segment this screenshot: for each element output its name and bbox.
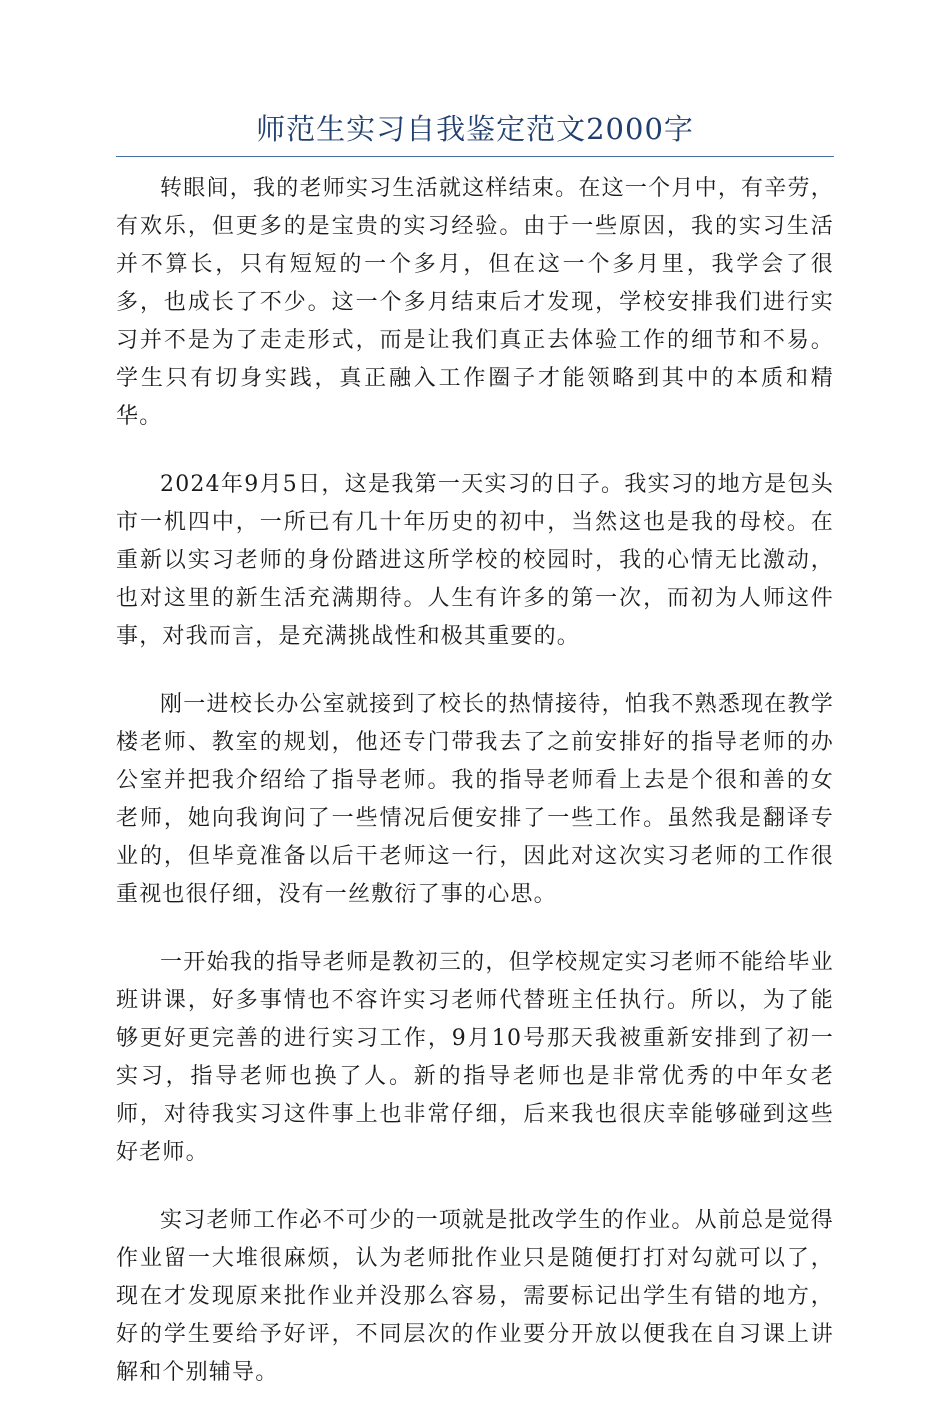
paragraph-1: 转眼间，我的老师实习生活就这样结束。在这一个月中，有辛劳，有欢乐，但更多的是宝贵的实习经验。由于一些原因，我的实习生活并不算长，只有短短的一个多月，但在这一个多月里，我学会了很多，也成长了不少。这一个多月结束后才发现，学校安排我们进行实习并不是为了走走形式，而是让我们真正去体验工作的细节和不易。学生只有切身实践，真正融入工作圈子才能领略到其中的本质和精华。 [116, 176, 834, 429]
paragraph-2: 2024年9月5日，这是我第一天实习的日子。我实习的地方是包头市一机四中，一所已有几十年历史的初中，当然这也是我的母校。在重新以实习老师的身份踏进这所学校的校园时，我的心情无比激动，也对这里的新生活充满期待。人生有许多的第一次，而初为人师这件事，对我而言，是充满挑战性和极其重要的。 [116, 472, 834, 649]
paragraph-5: 实习老师工作必不可少的一项就是批改学生的作业。从前总是觉得作业留一大堆很麻烦，认为老师批作业只是随便打打对勾就可以了，现在才发现原来批作业并没那么容易，需要标记出学生有错的地方，好的学生要给予好评，不同层次的作业要分开放以便我在自习课上讲解和个别辅导。 [116, 1208, 834, 1385]
paragraph-3: 刚一进校长办公室就接到了校长的热情接待，怕我不熟悉现在教学楼老师、教室的规划，他还专门带我去了之前安排好的指导老师的办公室并把我介绍给了指导老师。我的指导老师看上去是个很和善的女老师，她向我询问了一些情况后便安排了一些工作。虽然我是翻译专业的，但毕竟准备以后干老师这一行，因此对这次实习老师的工作很重视也很仔细，没有一丝敷衍了事的心思。 [116, 692, 834, 907]
title-block [116, 108, 834, 157]
document-body [116, 170, 834, 1422]
document-title: 师范生实习自我鉴定范文2000字 [256, 112, 694, 146]
paragraph-4: 一开始我的指导老师是教初三的，但学校规定实习老师不能给毕业班讲课，好多事情也不容许实习老师代替班主任执行。所以，为了能够更好更完善的进行实习工作，9月10号那天我被重新安排到了初一实习，指导老师也换了人。新的指导老师也是非常优秀的中年女老师，对待我实习这件事上也非常仔细，后来我也很庆幸能够碰到这些好老师。 [116, 950, 834, 1165]
